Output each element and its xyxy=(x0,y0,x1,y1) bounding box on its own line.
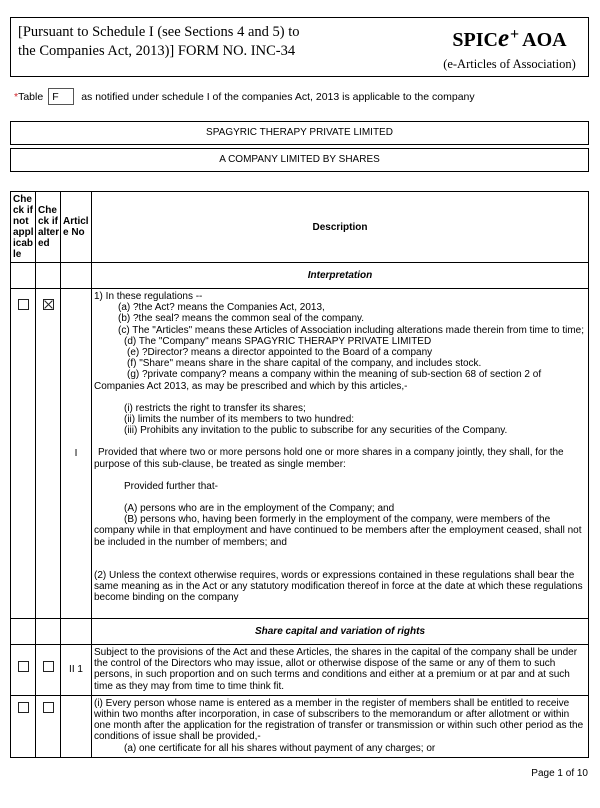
article-row-2-2 xyxy=(11,695,589,757)
spice-title xyxy=(437,22,582,53)
table-selection-row xyxy=(14,88,475,105)
col-header-altered: Che ck if alter ed xyxy=(36,192,61,263)
table-label: Table xyxy=(18,90,44,103)
article-line: (ii) limits the number of its members to two hundred: xyxy=(124,414,355,426)
col-header-not-applicable: Che ck if not appl icab le xyxy=(11,192,36,263)
article-line: (b) ?the seal? means the common seal of the company. xyxy=(118,313,365,325)
article-line: (i) Every person whose name is entered as a member in the register of members shall be entitled to receive within two months after incorporation, in case of subscribers to the memorandum or after allotment or within one month after the application for the registration of transfer or transmission or within such other period as the conditions of issue shall be provided,- xyxy=(94,697,584,743)
article-line: (a) one certificate for all his shares without payment of any charges; or xyxy=(124,742,436,754)
article-line: (f) "Share" means share in the share capital of the company, and includes stock. xyxy=(127,358,482,370)
altered-checkbox[interactable] xyxy=(43,702,54,713)
articles-table xyxy=(10,191,589,758)
article-line: (2) Unless the context otherwise requires, words or expressions contained in these regulations shall bear the same meaning as in the Act or any statutory modification thereof in force at the date at which these regulations become binding on the company xyxy=(94,569,583,604)
altered-checkbox[interactable] xyxy=(43,299,54,310)
article-line: (e) ?Director? means a director appointed to the Board of a company xyxy=(127,347,433,359)
section-row-share-capital xyxy=(11,619,589,645)
article-line: (a) ?the Act? means the Companies Act, 2013, xyxy=(118,302,325,314)
col-header-article-no: Articl e No xyxy=(61,192,92,263)
spice-subtitle: (e-Articles of Association) xyxy=(443,57,576,71)
article-description[interactable] xyxy=(92,289,589,619)
company-name-field[interactable]: SPAGYRIC THERAPY PRIVATE LIMITED xyxy=(10,121,589,145)
article-line: (A) persons who are in the employment of the Company; and xyxy=(124,503,395,515)
section-title-interpretation: Interpretation xyxy=(92,263,589,289)
article-line: (i) restricts the right to transfer its shares; xyxy=(124,402,306,414)
table-value-field[interactable]: F xyxy=(48,88,74,105)
company-type-field[interactable]: A COMPANY LIMITED BY SHARES xyxy=(10,148,589,172)
article-row-2-1 xyxy=(11,645,589,696)
form-reference-line-2: the Companies Act, 2013)] FORM NO. INC-34 xyxy=(18,43,296,59)
not-applicable-checkbox[interactable] xyxy=(18,299,29,310)
table-header-row xyxy=(11,192,589,263)
article-number: I xyxy=(61,289,92,619)
spice-logo xyxy=(437,22,582,72)
article-line: Provided that where two or more persons hold one or more shares in a company jointly, they shall, for the purpose of this sub-clause, be treated as single member: xyxy=(94,447,564,470)
article-row-1 xyxy=(11,289,589,619)
spice-e: e xyxy=(497,25,510,52)
spice-suffix: AOA xyxy=(522,29,567,51)
not-applicable-checkbox[interactable] xyxy=(18,661,29,672)
altered-checkbox[interactable] xyxy=(43,661,54,672)
article-line: Provided further that- xyxy=(124,480,218,492)
article-line: (c) The "Articles" means these Articles of Association including alterations made therein from time to time; xyxy=(118,324,585,336)
article-description[interactable] xyxy=(92,695,589,757)
not-applicable-checkbox[interactable] xyxy=(18,702,29,713)
table-suffix-text: as notified under schedule I of the companies Act, 2013 is applicable to the company xyxy=(81,90,475,103)
form-reference-line-1: [Pursuant to Schedule I (see Sections 4 and 5) to xyxy=(18,24,300,40)
article-line: (d) The "Company" means SPAGYRIC THERAPY PRIVATE LIMITED xyxy=(124,335,432,347)
article-description[interactable]: Subject to the provisions of the Act and these Articles, the shares in the capital of the company shall be under the control of the Directors who may issue, allot or otherwise dispose of the same or any of them to such persons, in such proportion and on such terms and conditions and either at a premium or at par and at such time as they may from time to time think fit. xyxy=(92,645,589,696)
article-line: (B) persons who, having been formerly in the employment of the company, were members of the company while in that employment and have continued to be members after the employment ceased, shall not be included in the number of members; and xyxy=(94,514,582,548)
required-mark: * xyxy=(14,90,19,103)
section-title-share-capital: Share capital and variation of rights xyxy=(92,619,589,645)
page-number: Page 1 of 10 xyxy=(531,768,588,779)
article-line: (g) ?private company? means a company within the meaning of sub-section 68 of section 2 of Companies Act 2013, as may be prescribed and which by this articles,- xyxy=(94,369,542,392)
col-header-description: Description xyxy=(92,192,589,263)
spice-plus: + xyxy=(510,26,520,43)
section-row-interpretation xyxy=(11,263,589,289)
form-reference xyxy=(18,23,318,61)
article-line: 1) In these regulations -- xyxy=(94,291,203,302)
spice-prefix: SPIC xyxy=(452,29,498,51)
article-line: (iii) Prohibits any invitation to the public to subscribe for any securities of the Company. xyxy=(124,425,508,437)
article-number: II 1 xyxy=(61,645,92,696)
form-header xyxy=(10,17,589,77)
